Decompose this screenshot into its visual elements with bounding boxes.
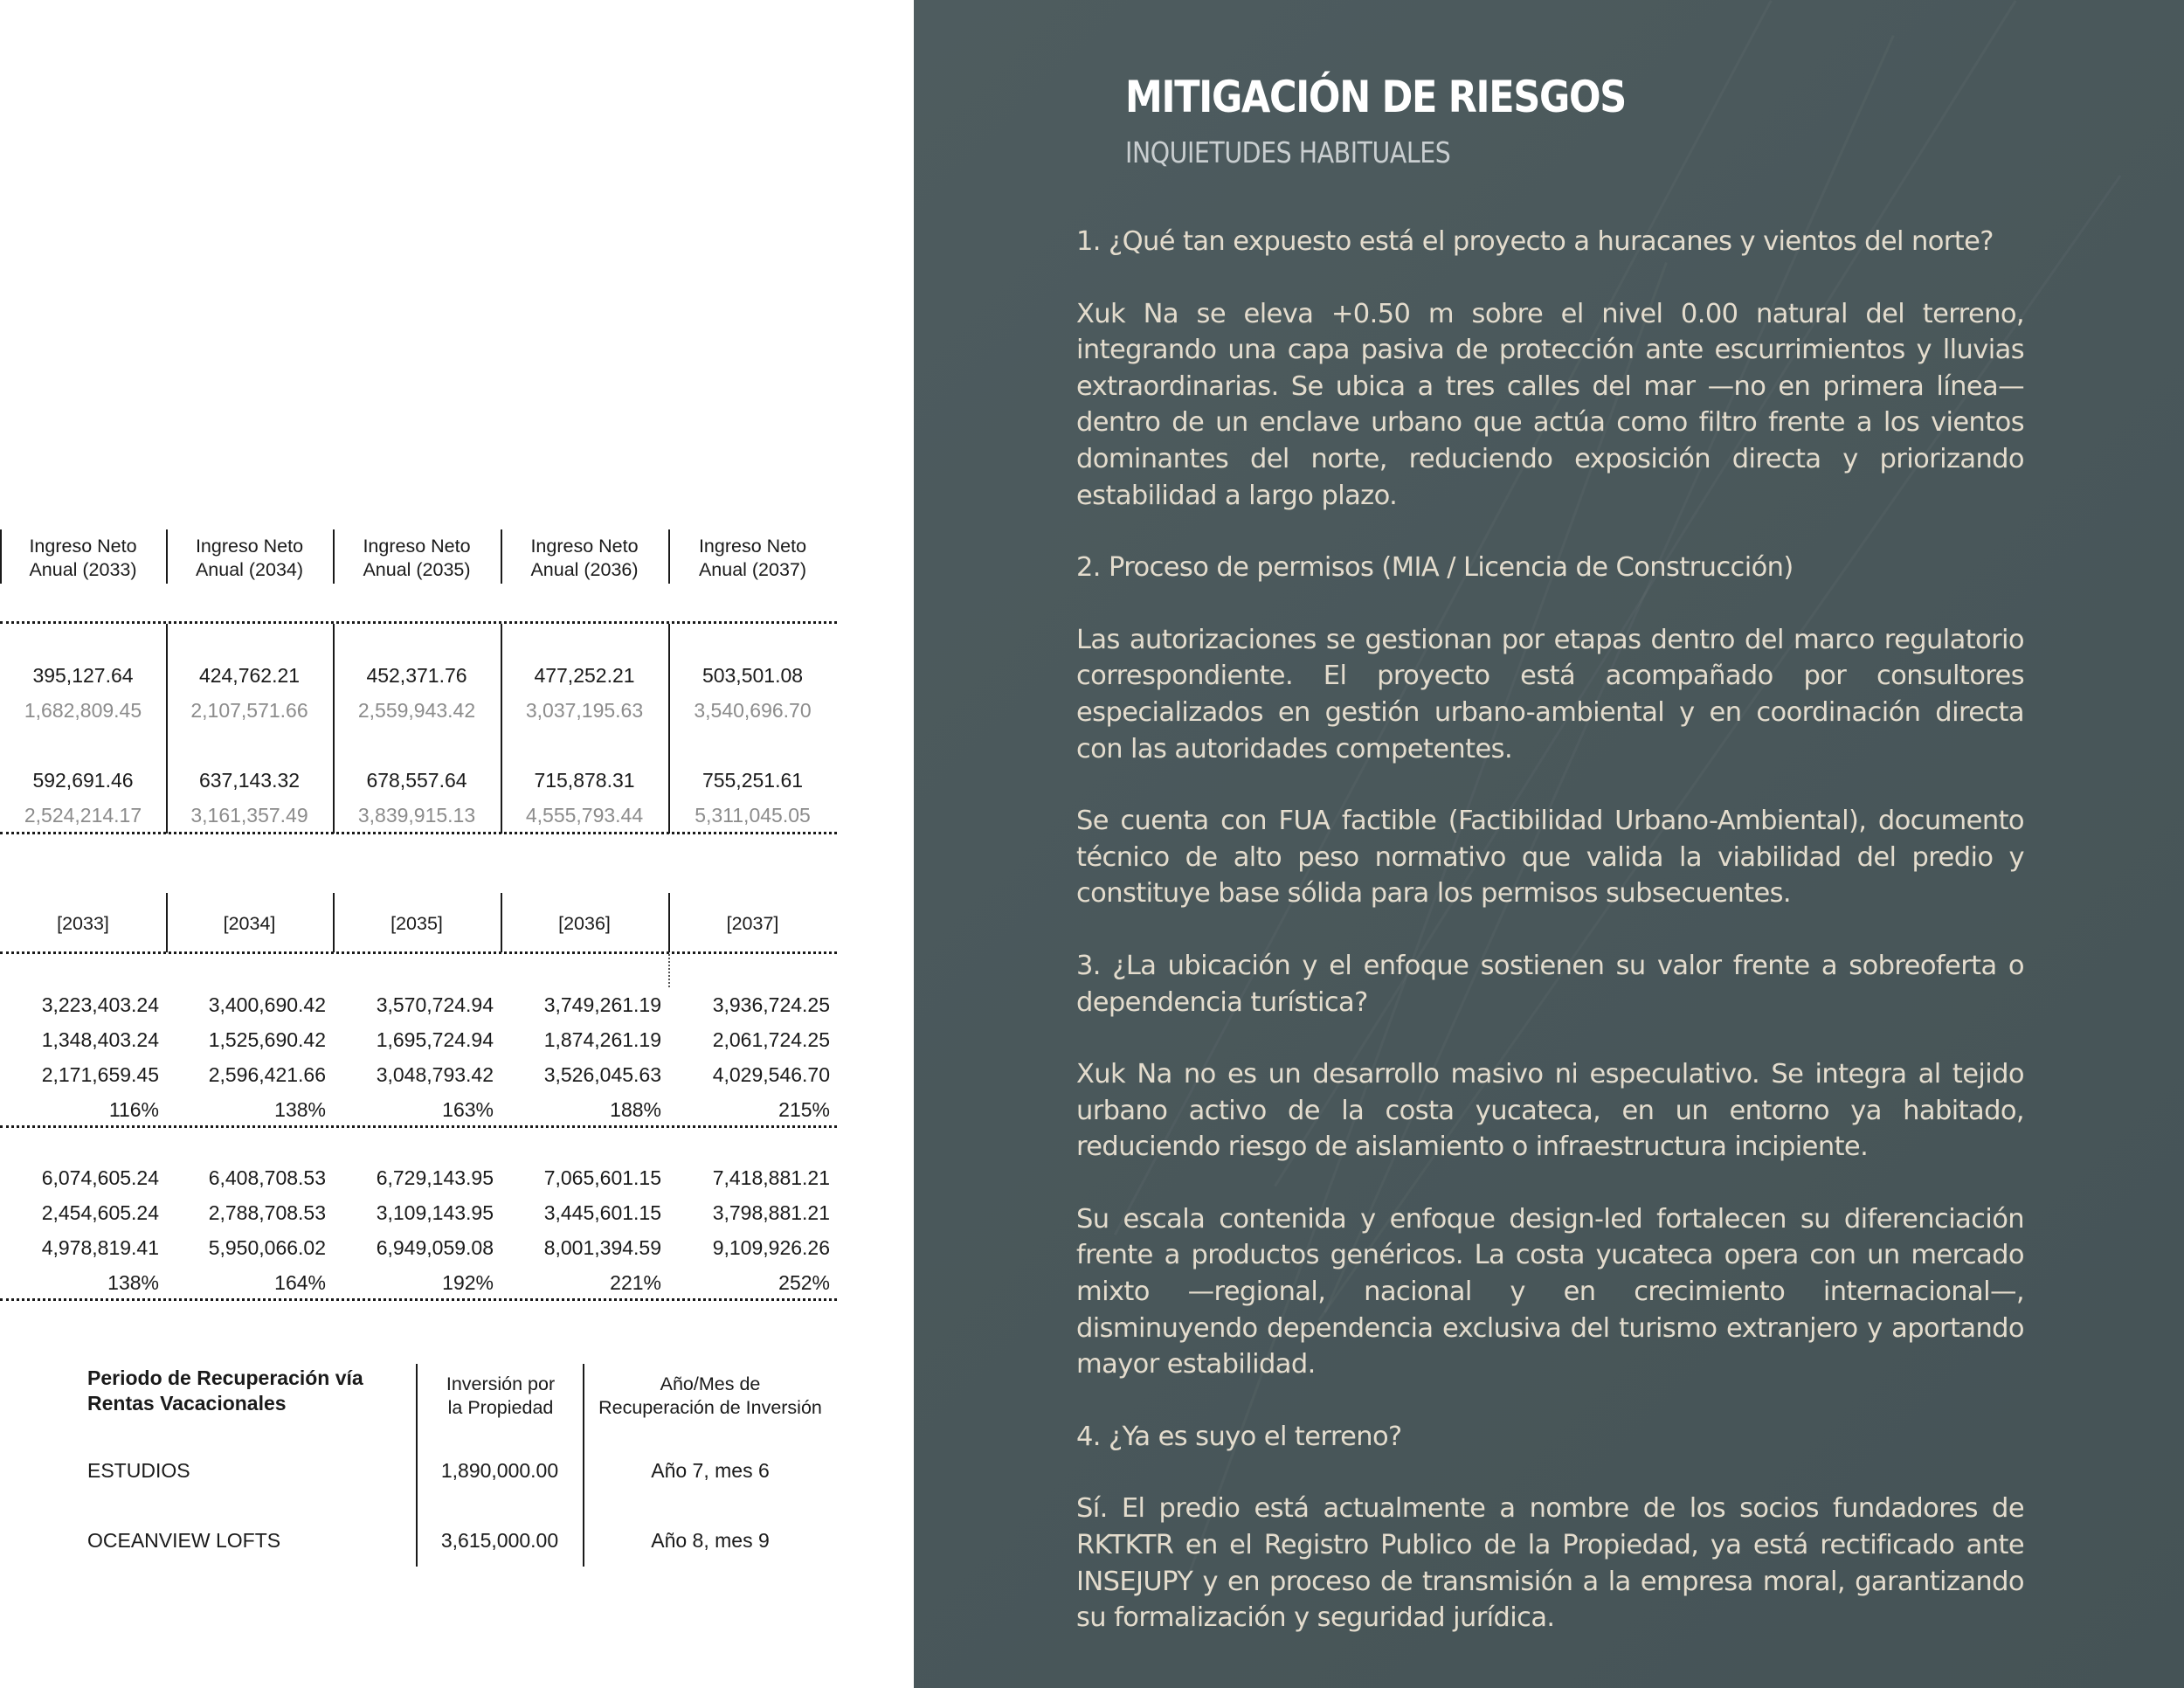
answer-2: Las autorizaciones se gestionan por etapas dentro del marco regulatorio correspondiente. El proyecto está acompañado por consultores especializados en gestión urbano-ambiental y en coordinación directa con las autoridades competentes.: [1076, 624, 2024, 764]
returns-value: 3,526,045.63: [543, 1063, 661, 1086]
recovery-value: Año 8, mes 9: [651, 1529, 770, 1552]
returns-value: 3,936,724.25: [712, 993, 830, 1016]
answer-2b: Se cuenta con FUA factible (Factibilidad Urbano-Ambiental), documento técnico de alto peso normativo que valida la viabilidad del predio y constituye base sólida para los permisos subsecuentes.: [1076, 806, 2024, 910]
income-value: 503,501.08: [702, 664, 804, 687]
income-value: 715,878.31: [534, 769, 635, 792]
income-header-row: [0, 535, 837, 587]
income-value: 637,143.32: [198, 769, 301, 792]
income-header-2034: Ingreso Neto Anual (2034): [195, 536, 304, 580]
income-table: [0, 524, 837, 839]
cumulative-value: 5,311,045.05: [695, 804, 811, 827]
returns-value: 3,798,881.21: [712, 1201, 830, 1224]
returns-value: 6,408,708.53: [208, 1166, 326, 1189]
percent-value: 138%: [274, 1098, 326, 1121]
payback-table: [0, 1359, 839, 1568]
income-row-cumulative-1: [0, 693, 837, 728]
percent-value: 164%: [274, 1271, 326, 1294]
income-value: 424,762.21: [198, 664, 301, 687]
income-value: 592,691.46: [32, 769, 134, 792]
cumulative-value: 3,540,696.70: [694, 699, 812, 722]
percent-value: 192%: [442, 1271, 494, 1294]
divider: [166, 529, 168, 584]
unit-name: ESTUDIOS: [87, 1459, 190, 1482]
financial-tables-page: [0, 0, 914, 1688]
returns-value: 4,978,819.41: [41, 1236, 159, 1259]
income-header-2036: Ingreso Neto Anual (2036): [530, 536, 639, 580]
faq-body: [1076, 224, 2024, 1672]
investment-column-header: Inversión por la Propiedad: [446, 1373, 556, 1418]
income-row-main-1: [0, 658, 837, 693]
dotted-divider: [668, 954, 670, 987]
returns-value: 2,171,659.45: [41, 1063, 159, 1086]
payback-title: Periodo de Recuperación vía Rentas Vacacionales: [87, 1366, 363, 1415]
returns-row: [0, 1057, 837, 1092]
returns-value: 7,418,881.21: [712, 1166, 830, 1189]
year-header: [2033]: [57, 913, 109, 934]
returns-value: 1,874,261.19: [543, 1028, 661, 1051]
dotted-rule: [0, 951, 837, 954]
percent-value: 221%: [610, 1271, 661, 1294]
cumulative-value: 4,555,793.44: [525, 804, 644, 827]
returns-value: 1,348,403.24: [41, 1028, 159, 1051]
returns-value: 3,400,690.42: [208, 993, 326, 1016]
divider: [668, 893, 670, 952]
returns-row: [0, 1230, 837, 1265]
returns-value: 3,570,724.94: [376, 993, 494, 1016]
income-header-2035: Ingreso Neto Anual (2035): [363, 536, 471, 580]
question-4: 4. ¿Ya es suyo el terreno?: [1076, 1421, 1402, 1452]
returns-value: 6,949,059.08: [376, 1236, 494, 1259]
returns-value: 1,525,690.42: [208, 1028, 326, 1051]
cumulative-value: 3,161,357.49: [190, 804, 308, 827]
divider: [333, 893, 335, 952]
answer-3b: Su escala contenida y enfoque design-led fortalecen su diferenciación frente a productos genéricos. La costa yucateca opera con un mercado mixto —regional, nacional y en crecimiento internacional—, disminuyendo dependencia exclusiva del turismo extranjero y aportando mayor estabilidad.: [1076, 1203, 2024, 1380]
returns-value: 3,445,601.15: [543, 1201, 661, 1224]
cumulative-value: 2,559,943.42: [357, 699, 476, 722]
dotted-rule: [0, 621, 837, 624]
returns-value: 6,074,605.24: [41, 1166, 159, 1189]
income-value: 452,371.76: [366, 664, 467, 687]
returns-percent-row: [0, 1092, 837, 1127]
income-row-main-2: [0, 763, 837, 798]
returns-row: [0, 1195, 837, 1230]
divider: [0, 529, 2, 584]
income-value: 755,251.61: [702, 769, 804, 792]
year-header: [2037]: [726, 913, 779, 934]
dotted-rule: [0, 832, 837, 834]
returns-value: 4,029,546.70: [712, 1063, 830, 1086]
returns-value: 3,749,261.19: [543, 993, 661, 1016]
divider: [166, 893, 168, 952]
risk-mitigation-page: [914, 0, 2184, 1688]
divider: [501, 893, 502, 952]
returns-value: 2,454,605.24: [41, 1201, 159, 1224]
cumulative-value: 2,524,214.17: [24, 804, 142, 827]
cumulative-value: 3,037,195.63: [525, 699, 644, 722]
question-1: 1. ¿Qué tan expuesto está el proyecto a huracanes y vientos del norte?: [1076, 226, 1994, 257]
income-header-2033: Ingreso Neto Anual (2033): [29, 536, 137, 580]
percent-value: 188%: [610, 1098, 661, 1121]
dotted-rule: [0, 1125, 837, 1128]
percent-value: 116%: [108, 1098, 159, 1121]
yearly-returns-table: [0, 891, 837, 1302]
divider: [583, 1364, 584, 1567]
answer-3: Xuk Na no es un desarrollo masivo ni especulativo. Se integra al tejido urbano activo de la costa yucateca, en un entorno ya habitado, reduciendo riesgo de aislamiento o infraestructura incipiente.: [1076, 1059, 2024, 1163]
returns-value: 3,109,143.95: [376, 1201, 494, 1224]
returns-value: 1,695,724.94: [376, 1028, 494, 1051]
percent-value: 163%: [442, 1098, 494, 1121]
returns-value: 9,109,926.26: [712, 1236, 830, 1259]
question-3: 3. ¿La ubicación y el enfoque sostienen su valor frente a sobreoferta o dependencia turística?: [1076, 950, 2024, 1018]
returns-value: 2,061,724.25: [712, 1028, 830, 1051]
returns-value: 5,950,066.02: [208, 1236, 326, 1259]
answer-1: Xuk Na se eleva +0.50 m sobre el nivel 0.00 natural del terreno, integrando una capa pasiva de protección ante escurrimientos y lluvias extraordinarias. Se ubica a tres calles del mar —no en primera línea— dentro de un enclave urbano que actúa como filtro frente a los vientos dominantes del norte, reduciendo exposición directa y priorizando estabilidad a largo plazo.: [1076, 298, 2024, 511]
divider: [333, 529, 335, 584]
percent-value: 138%: [107, 1271, 159, 1294]
investment-value: 3,615,000.00: [440, 1529, 559, 1552]
year-header: [2034]: [223, 913, 276, 934]
income-value: 477,252.21: [534, 664, 635, 687]
returns-row: [0, 1160, 837, 1195]
unit-name: OCEANVIEW LOFTS: [87, 1529, 281, 1552]
section-title: MITIGACIÓN DE RIESGOS: [1125, 72, 1626, 122]
year-header: [2036]: [558, 913, 611, 934]
cumulative-value: 2,107,571.66: [190, 699, 308, 722]
income-header-2037: Ingreso Neto Anual (2037): [698, 536, 807, 580]
returns-row: [0, 987, 837, 1022]
returns-value: 2,788,708.53: [208, 1201, 326, 1224]
answer-4: Sí. El predio está actualmente a nombre de los socios fundadores de RKTKTR en el Registro Publico de la Propiedad, ya está rectificado ante INSEJUPY y en proceso de transmisión a la empresa moral, garantizando su formalización y seguridad jurídica.: [1076, 1493, 2024, 1634]
investment-value: 1,890,000.00: [440, 1459, 559, 1482]
cumulative-value: 3,839,915.13: [357, 804, 476, 827]
recovery-column-header: Año/Mes de Recuperación de Inversión: [598, 1373, 822, 1418]
recovery-value: Año 7, mes 6: [651, 1459, 770, 1482]
income-row-cumulative-2: [0, 798, 837, 833]
divider: [501, 529, 502, 584]
income-value: 678,557.64: [366, 769, 467, 792]
returns-value: 8,001,394.59: [543, 1236, 661, 1259]
dotted-rule: [0, 1298, 837, 1301]
percent-value: 215%: [778, 1098, 830, 1121]
returns-value: 7,065,601.15: [543, 1166, 661, 1189]
returns-value: 2,596,421.66: [208, 1063, 326, 1086]
income-value: 395,127.64: [32, 664, 134, 687]
year-header: [2035]: [390, 913, 443, 934]
returns-value: 3,048,793.42: [376, 1063, 494, 1086]
question-2: 2. Proceso de permisos (MIA / Licencia de Construcción): [1076, 552, 1794, 584]
returns-percent-row: [0, 1265, 837, 1300]
section-subtitle: INQUIETUDES HABITUALES: [1125, 135, 1451, 169]
returns-row: [0, 1022, 837, 1057]
divider: [668, 529, 670, 584]
year-header-row: [0, 897, 837, 950]
returns-value: 6,729,143.95: [376, 1166, 494, 1189]
percent-value: 252%: [778, 1271, 830, 1294]
returns-value: 3,223,403.24: [41, 993, 159, 1016]
cumulative-value: 1,682,809.45: [24, 699, 142, 722]
